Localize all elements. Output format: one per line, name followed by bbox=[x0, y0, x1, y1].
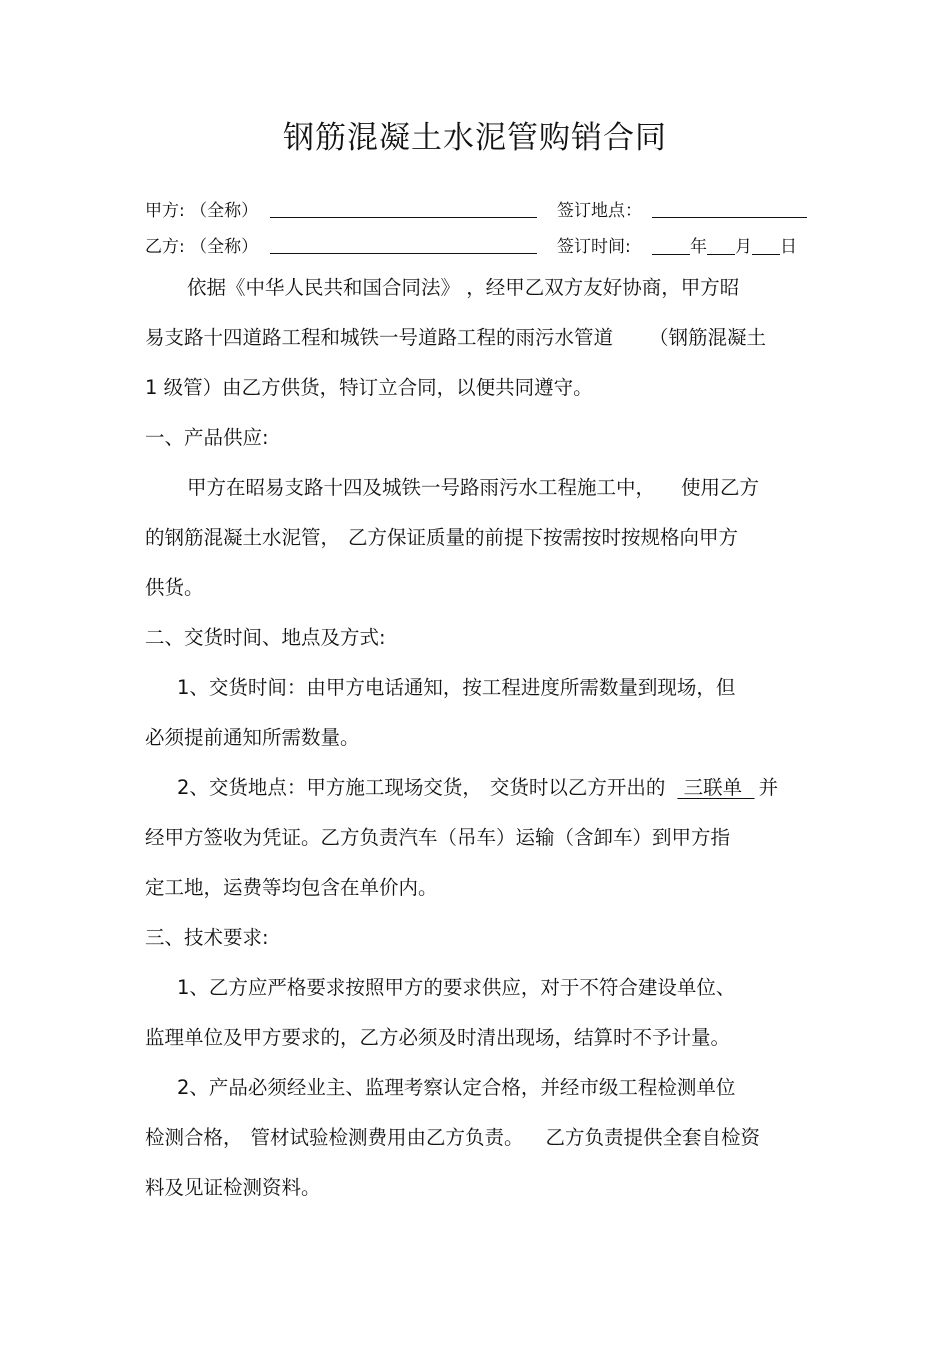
section-heading: 二、交货时间、地点及方式: bbox=[145, 626, 386, 649]
party-b-label: 乙方: （全称） bbox=[145, 237, 259, 257]
text-span: 乙方负责提供全套自检资 bbox=[545, 1126, 761, 1149]
text-span: 使用乙方 bbox=[681, 476, 760, 499]
party-a-row bbox=[145, 196, 807, 222]
paragraph-line: 料及见证检测资料。 bbox=[145, 1176, 321, 1199]
day-label: 日 bbox=[780, 237, 797, 257]
paragraph-line: 1 级管）由乙方供货，特订立合同，以便共同遵守。 bbox=[145, 376, 593, 399]
paragraph-line: 1、乙方应严格要求按照甲方的要求供应，对于不符合建设单位、 bbox=[177, 976, 736, 999]
section-heading: 三、技术要求: bbox=[145, 926, 269, 949]
text-span: 乙方保证质量的前提下按需按时按规格向甲方 bbox=[348, 526, 739, 549]
signing-place-label: 签订地点： bbox=[557, 201, 642, 221]
text-span: 交货时以乙方开出的 bbox=[489, 776, 666, 799]
signing-date bbox=[652, 232, 797, 257]
contract-body bbox=[145, 268, 807, 1218]
text-span: 易支路十四道路工程和城铁一号道路工程的雨污水管道 bbox=[145, 326, 614, 349]
party-a-label: 甲方: （全称） bbox=[145, 201, 259, 221]
paragraph-line: 2、产品必须经业主、监理考察认定合格，并经市级工程检测单位 bbox=[177, 1076, 736, 1099]
text-span: 并 bbox=[758, 776, 779, 799]
year-label: 年 bbox=[690, 237, 707, 257]
text-span: 管材试验检测费用由乙方负责。 bbox=[250, 1126, 524, 1149]
party-a-name-field[interactable] bbox=[270, 217, 537, 218]
paragraph-line: 监理单位及甲方要求的，乙方必须及时清出现场，结算时不予计量。 bbox=[145, 1026, 731, 1049]
party-b-name-field[interactable] bbox=[270, 253, 537, 254]
paragraph-line: 1、交货时间：由甲方电话通知，按工程进度所需数量到现场，但 bbox=[177, 676, 736, 699]
party-b-row bbox=[145, 232, 807, 258]
text-span: 甲方在昭易支路十四及城铁一号路雨污水工程施工中， bbox=[187, 476, 656, 499]
signing-time-label: 签订时间: bbox=[557, 237, 631, 257]
text-span: （钢筋混凝土 bbox=[649, 326, 767, 349]
section-heading: 一、产品供应: bbox=[145, 426, 269, 449]
paragraph-line: 经甲方签收为凭证。乙方负责汽车（吊车）运输（含卸车）到甲方指 bbox=[145, 826, 731, 849]
month-field[interactable] bbox=[707, 236, 735, 255]
paragraph-line bbox=[145, 318, 807, 368]
text-span: 2、交货地点：甲方施工现场交货， bbox=[177, 776, 482, 799]
paragraph-line bbox=[145, 1118, 807, 1168]
underlined-term: 三联单 bbox=[683, 776, 743, 799]
paragraph-line: 必须提前通知所需数量。 bbox=[145, 726, 360, 749]
paragraph-line: 依据《中华人民共和国合同法》 ，经甲乙双方友好协商，甲方昭 bbox=[187, 276, 740, 299]
paragraph-line: 定工地，运费等均包含在单价内。 bbox=[145, 876, 438, 899]
year-field[interactable] bbox=[652, 236, 690, 255]
document-title: 钢筋混凝土水泥管购销合同 bbox=[283, 120, 667, 156]
paragraph-line: 供货。 bbox=[145, 576, 204, 599]
month-label: 月 bbox=[735, 237, 752, 257]
paragraph-line bbox=[145, 518, 807, 568]
day-field[interactable] bbox=[752, 236, 780, 255]
text-span: 检测合格， bbox=[145, 1126, 243, 1149]
paragraph-line bbox=[145, 768, 807, 818]
paragraph-line bbox=[145, 468, 807, 518]
signing-place-field[interactable] bbox=[652, 217, 807, 218]
text-span: 的钢筋混凝土水泥管， bbox=[145, 526, 341, 549]
